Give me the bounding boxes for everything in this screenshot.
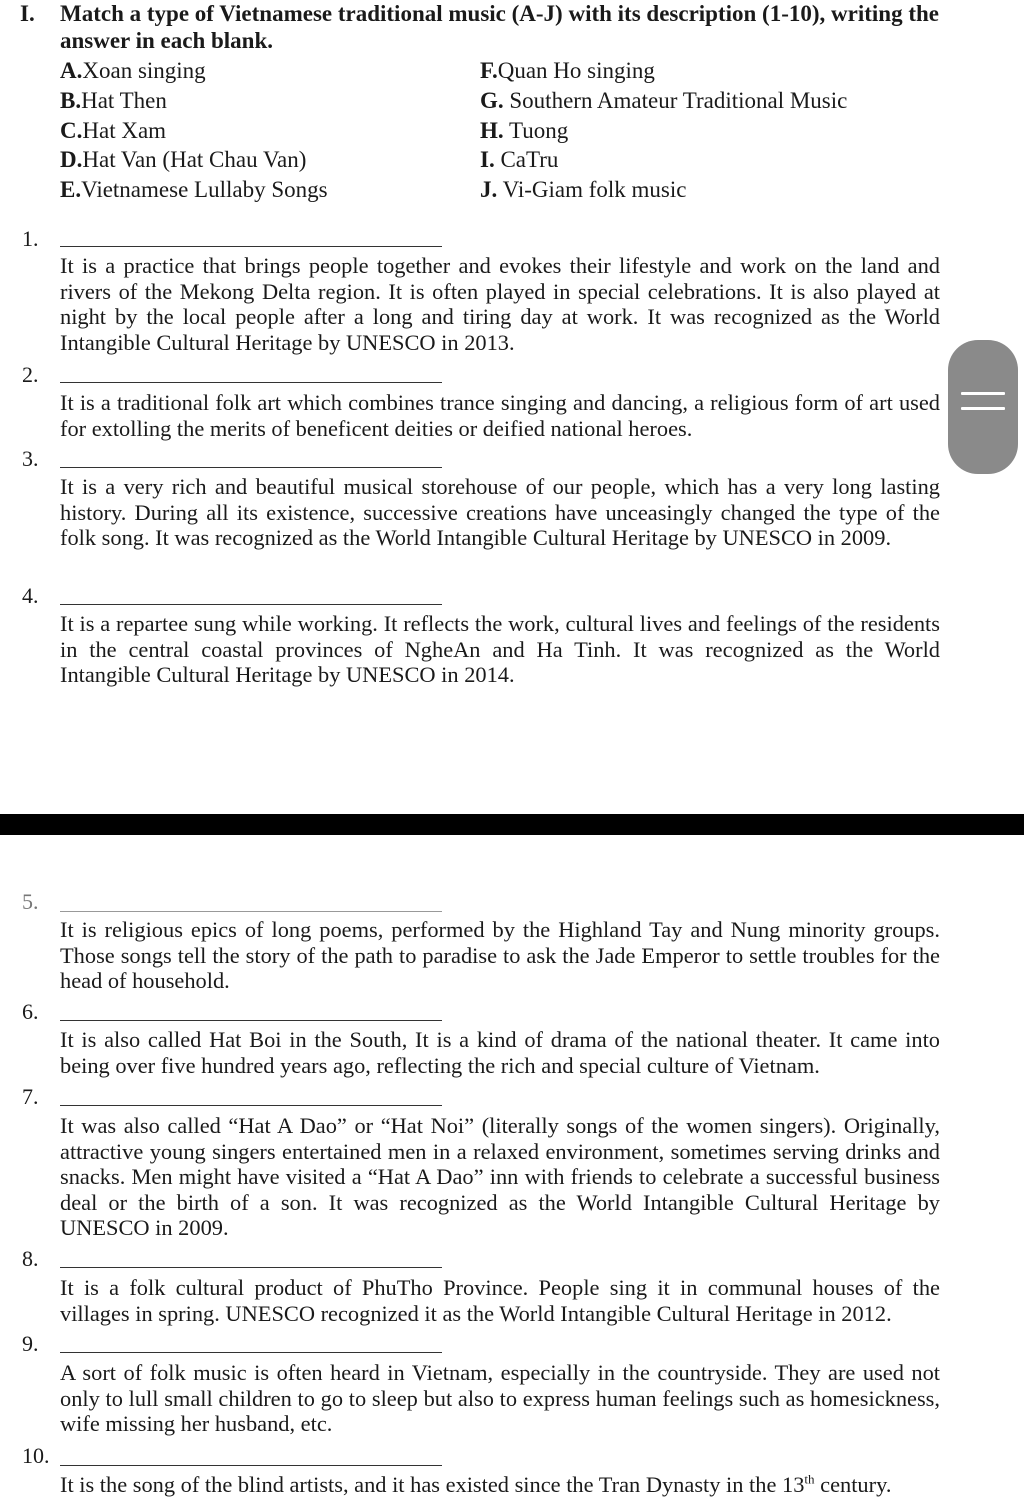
- question-9-text: A sort of folk music is often heard in Vietnam, especially in the countryside. They are used not only to lull small children to go to sleep but also to express human feelings such as homesickness, wife missing her husband, etc.: [60, 1360, 940, 1436]
- option-b: B.Hat Then: [60, 88, 167, 113]
- question-3-number: 3.: [22, 446, 39, 471]
- question-10-answer-blank[interactable]: [60, 1465, 442, 1466]
- exercise-instructions: Match a type of Vietnamese traditional music (A-J) with its description (1-10), writing the answer in each blank.: [60, 1, 939, 53]
- question-4-number: 4.: [22, 583, 39, 608]
- question-3-text: It is a very rich and beautiful musical storehouse of our people, which has a very long lasting history. During all its existence, successive creations have unceasingly changed the type of the folk song. It was recognized as the World Intangible Cultural Heritage by UNESCO in 2009.: [60, 474, 940, 550]
- question-10-text-end: century.: [814, 1472, 892, 1497]
- question-10-superscript: th: [804, 1471, 815, 1487]
- question-6-number: 6.: [22, 999, 39, 1024]
- grip-line-icon: [961, 407, 1005, 410]
- question-6-text: It is also called Hat Boi in the South, It is a kind of drama of the national theater. It came into being over five hundred years ago, reflecting the rich and special culture of Vietnam.: [60, 1027, 940, 1078]
- option-c: C.Hat Xam: [60, 118, 167, 143]
- question-1-number: 1.: [22, 226, 39, 251]
- option-d: D.Hat Van (Hat Chau Van): [60, 147, 307, 172]
- question-2-text: It is a traditional folk art which combines trance singing and dancing, a religious form of art used for extolling the merits of beneficent deities or deified national heroes.: [60, 390, 940, 441]
- question-5-text: It is religious epics of long poems, performed by the Highland Tay and Nung minority groups. Those songs tell the story of the path to paradise to ask the Jade Emperor to settle troubles for the head of household.: [60, 917, 940, 993]
- question-10-text-main: It is the song of the blind artists, and it has existed since the Tran Dynasty in the 13: [60, 1472, 805, 1497]
- question-5-answer-blank[interactable]: [60, 911, 442, 912]
- option-f: F.Quan Ho singing: [480, 58, 655, 83]
- grip-line-icon: [961, 392, 1005, 395]
- fast-scroll-handle[interactable]: [948, 340, 1018, 474]
- question-1-text: It is a practice that brings people together and evokes their lifestyle and work on the land and rivers of the Mekong Delta region. It is often played in special celebrations. It is also played at night by the local people after a long and tiring day at work. It was recognized as the World Intangible Cultural Heritage by UNESCO in 2013.: [60, 253, 940, 355]
- question-10-text: [60, 1472, 940, 1498]
- question-7-number: 7.: [22, 1084, 39, 1109]
- question-7-text: It was also called “Hat A Dao” or “Hat Noi” (literally songs of the women singers). Originally, attractive young singers entertained men in a relaxed environment, sometimes serving drinks and snacks. Men might have visited a “Hat A Dao” inn with friends to celebrate a successful business deal or the birth of a son. It was recognized as the World Intangible Cultural Heritage by UNESCO in 2009.: [60, 1113, 940, 1240]
- question-8-number: 8.: [22, 1246, 39, 1271]
- question-5-number: 5.: [22, 889, 39, 914]
- question-10-number: 10.: [22, 1443, 50, 1468]
- exercise-number: I.: [20, 1, 35, 26]
- option-j: J. Vi-Giam folk music: [480, 177, 687, 202]
- question-1-answer-blank[interactable]: [60, 246, 442, 247]
- page-divider: [0, 814, 1024, 835]
- option-i: I. CaTru: [480, 147, 559, 172]
- option-g: G. Southern Amateur Traditional Music: [480, 88, 848, 113]
- question-8-text: It is a folk cultural product of PhuTho Province. People sing it in communal houses of the villages in spring. UNESCO recognized it as the World Intangible Cultural Heritage in 2012.: [60, 1275, 940, 1326]
- question-8-answer-blank[interactable]: [60, 1267, 442, 1268]
- question-9-answer-blank[interactable]: [60, 1352, 442, 1353]
- question-9-number: 9.: [22, 1331, 39, 1356]
- option-e: E.Vietnamese Lullaby Songs: [60, 177, 328, 202]
- option-a: A.Xoan singing: [60, 58, 206, 83]
- question-4-text: It is a repartee sung while working. It reflects the work, cultural lives and feelings of the residents in the central coastal provinces of NgheAn and Ha Tinh. It was recognized as the World Intangible Cultural Heritage by UNESCO in 2014.: [60, 611, 940, 687]
- question-2-answer-blank[interactable]: [60, 382, 442, 383]
- question-3-answer-blank[interactable]: [60, 467, 442, 468]
- question-2-number: 2.: [22, 362, 39, 387]
- question-7-answer-blank[interactable]: [60, 1105, 442, 1106]
- option-h: H. Tuong: [480, 118, 569, 143]
- question-4-answer-blank[interactable]: [60, 604, 442, 605]
- question-6-answer-blank[interactable]: [60, 1020, 442, 1021]
